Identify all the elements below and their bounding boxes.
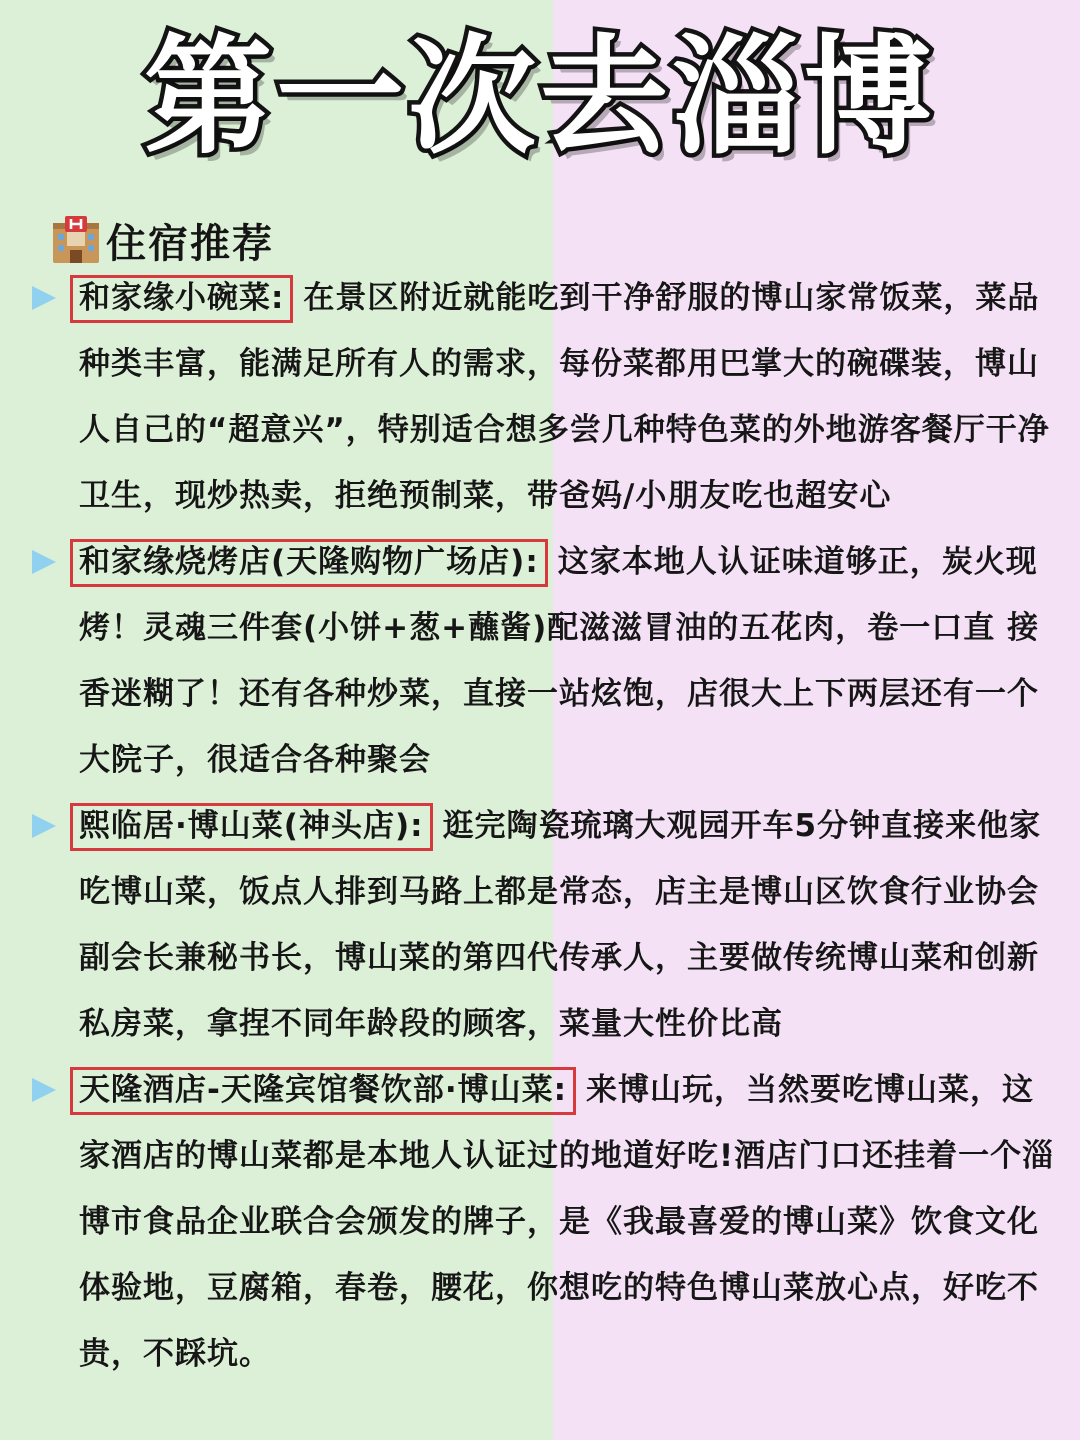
list-item [0,265,1080,529]
shop-description: 这家本地人认证味道够正，炭火现烤！灵魂三件套(小饼+葱+蘸酱)配滋滋冒油的五花肉，卷一口直 接香迷糊了！还有各种炒菜，直接一站炫饱，店很大上下两层还有一个大院子，很适合各种聚会 [79,544,1040,778]
recommendation-list [0,265,1080,1387]
list-item [0,793,1080,1057]
hotel-icon [50,214,102,266]
list-item [0,1057,1080,1387]
triangle-bullet-icon [32,814,56,838]
triangle-bullet-icon [32,286,56,310]
item-text [79,793,1059,1057]
triangle-bullet-icon [32,1078,56,1102]
list-item [0,529,1080,793]
triangle-bullet-icon [32,550,56,574]
item-text [79,265,1059,529]
shop-description: 来博山玩，当然要吃博山菜，这家酒店的博山菜都是本地人认证过的地道好吃!酒店门口还挂着一个淄博市食品企业联合会颁发的牌子，是《我最喜爱的博山菜》饮食文化体验地，豆腐箱，春卷，腰花，你想吃的特色博山菜放心点，好吃不贵，不踩坑。 [79,1072,1055,1372]
shop-name-label: 熙临居·博山菜(神头店): [70,803,433,851]
shop-description: 在景区附近就能吃到干净舒服的博山家常饭菜，菜品种类丰富，能满足所有人的需求，每份菜都用巴掌大的碗碟装，博山人自己的“超意兴”，特别适合想多尝几种特色菜的外地游客餐厅干净卫生，现炒热卖，拒绝预制菜，带爸妈/小朋友吃也超安心 [79,280,1050,514]
item-text [79,1057,1059,1387]
page-title: 第一次去淄博 [143,23,936,172]
shop-name-label: 天隆酒店-天隆宾馆餐饮部·博山菜: [70,1067,576,1115]
shop-name-label: 和家缘小碗菜: [70,275,293,323]
section-heading-text: 住宿推荐 [106,220,274,267]
shop-description: 逛完陶瓷琉璃大观园开车5分钟直接来他家吃博山菜，饭点人排到马路上都是常态，店主是博山区饮食行业协会副会长兼秘书长，博山菜的第四代传承人，主要做传统博山菜和创新私房菜，拿捏不同年龄段的顾客，菜量大性价比高 [79,808,1042,1042]
section-heading [50,212,274,268]
shop-name-label: 和家缘烧烤店(天隆购物广场店): [70,539,548,587]
item-text [79,529,1059,793]
